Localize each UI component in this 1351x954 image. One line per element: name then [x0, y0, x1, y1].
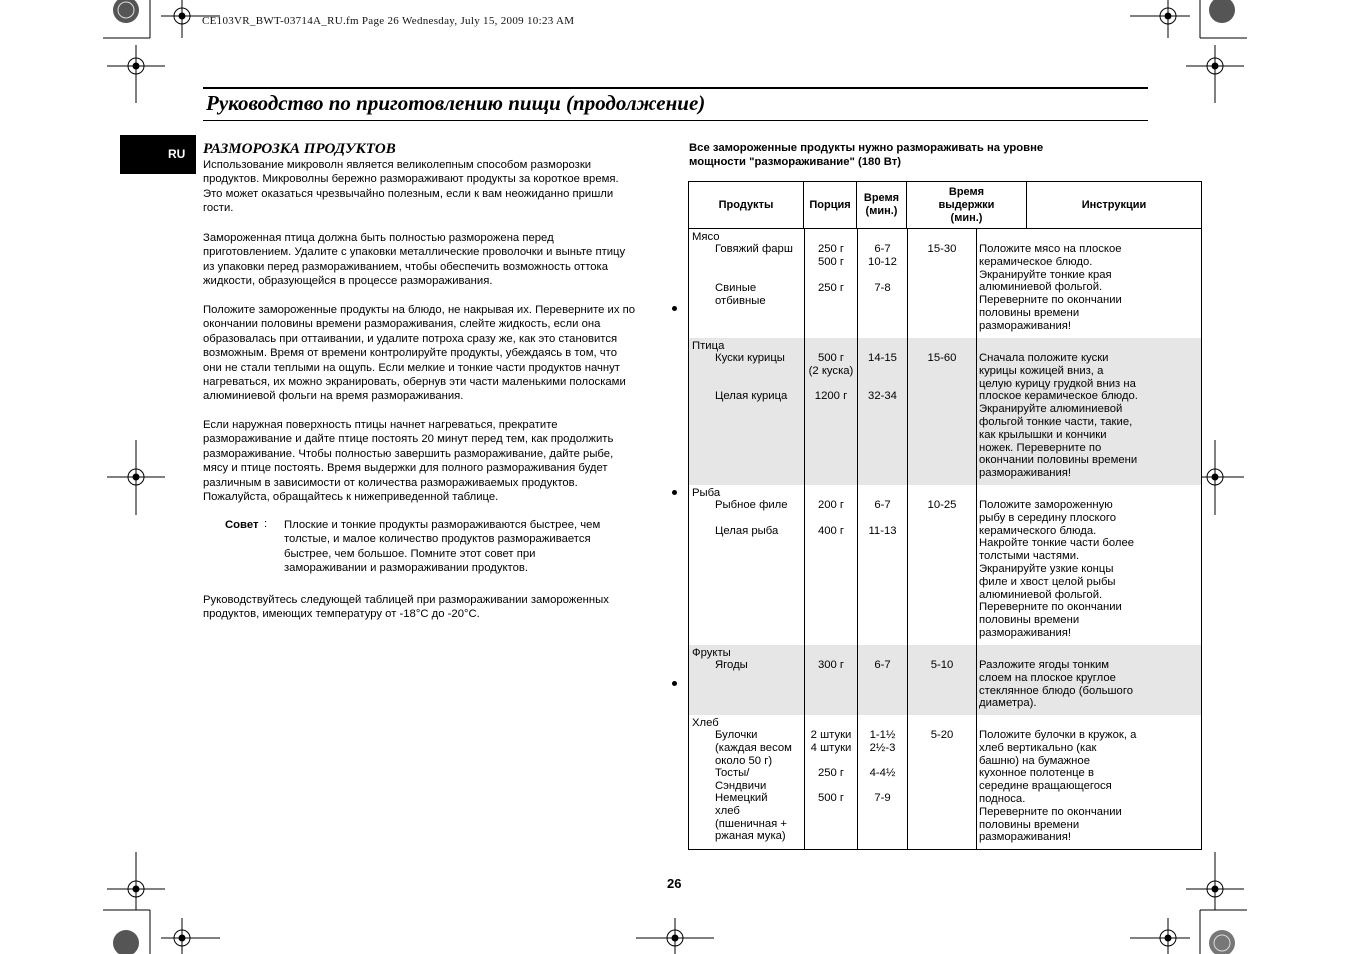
instructions: Положите мясо на плоское керамическое блюдо. Экранируйте тонкие края алюминиевой фольгой. Переверните по окончании половины времени размораживания! — [979, 243, 1122, 332]
paragraph-closing: Руководствуйтесь следующей таблицей при размораживании замороженных продуктов, имеющих температуру от -18°C до -20°C. — [203, 594, 609, 621]
product-name: Булочки (каждая весом около 50 г) — [715, 729, 792, 767]
section-title: РАЗМОРОЗКА ПРОДУКТОВ — [203, 141, 396, 157]
standing-time: 15-30 — [927, 243, 957, 255]
product-name: Целая рыба — [715, 525, 779, 537]
header-product: Продукты — [689, 182, 804, 229]
table-header-row — [689, 182, 1202, 229]
tip-text: Плоские и тонкие продукты размораживаются быстрее, чем толстые, и малое количество продуктов размораживается быстрее, чем большое. Помните этот совет при замораживании и размораживании продуктов. — [284, 519, 601, 575]
product-name: Ягоды — [715, 659, 748, 671]
product-name: Рыбное филе — [715, 499, 788, 511]
time: 11-13 — [868, 525, 897, 537]
portion: 500 г (2 куска) — [808, 352, 854, 377]
bullet-dot — [672, 490, 677, 495]
title-rule-bottom — [203, 120, 1148, 121]
product-name: Свиные отбивные — [715, 282, 766, 307]
time: 7-8 — [874, 282, 891, 294]
paragraph-poultry: Замороженная птица должна быть полностью разморожена перед приготовлением. Удалите с упаковки металлические проволочки и выньте птицу из упаковки перед размораживанием, чтобы обеспечить возможность оттока жидкости, образующейся в процессе размораживания. — [203, 232, 626, 288]
title-rule-top — [203, 87, 1148, 89]
page-number: 26 — [667, 876, 682, 891]
table-row — [689, 645, 1202, 715]
table-row — [689, 485, 1202, 645]
bullet-dot — [672, 681, 677, 686]
header-instructions: Инструкции — [1027, 182, 1202, 229]
page-title: Руководство по приготовлению пищи (продолжение) — [206, 91, 706, 115]
time: 1-1½ 2½-3 — [869, 729, 896, 754]
tip-label: Совет — [225, 519, 259, 531]
time: 4-4½ — [869, 767, 896, 779]
product-name: Целая курица — [715, 390, 788, 402]
standing-time: 15-60 — [927, 352, 957, 364]
category-label: Хлеб — [692, 717, 719, 729]
tip-colon: : — [264, 518, 268, 530]
time: 6-7 — [874, 499, 891, 511]
product-name: Тосты/ Сэндвичи — [715, 767, 767, 792]
table-row — [689, 338, 1202, 485]
portion: 250 г 500 г — [817, 243, 845, 268]
paragraph-placing: Положите замороженные продукты на блюдо, не накрывая их. Переверните их по окончании половины времени размораживания, слейте жидкость, если она образовалась при оттаивании, и удалите потроха сразу же, как это становится возможным. Время от времени контролируйте продукты, убеждаясь в том, что они не стали теплыми на ощупь. Если мелкие и тонкие части продуктов начнут нагреваться, их можно экранировать, обернув эти части маленькими полосками алюминиевой фольги на время размораживания. — [203, 304, 636, 403]
category-label: Фрукты — [692, 647, 731, 659]
time: 32-34 — [868, 390, 897, 402]
portion: 500 г — [817, 792, 845, 804]
time: 6-7 — [874, 659, 891, 671]
portion: 200 г — [817, 499, 845, 511]
standing-time: 5-20 — [930, 729, 954, 741]
instructions: Положите замороженную рыбу в середину плоского керамического блюда. Накройте тонкие части более толстыми частями. Экранируйте узкие концы филе и хвост целой рыбы алюминиевой фольгой. Переверните по окончании половины времени размораживания! — [979, 499, 1135, 639]
instructions: Положите булочки в кружок, а хлеб вертикально (как башню) на бумажное кухонное полотенце в середине вращающегося подноса. Переверните по окончании половины времени размораживания! — [979, 729, 1137, 844]
header-portion: Порция — [804, 182, 857, 229]
product-name: Куски курицы — [715, 352, 785, 364]
paragraph-intro: Использование микроволн является великолепным способом разморозки продуктов. Микроволны бережно размораживают продукты за короткое время. Это может оказаться чрезвычайно полезным, если к вам неожиданно пришли гости. — [203, 159, 619, 215]
standing-time: 5-10 — [930, 659, 954, 671]
category-label: Птица — [692, 340, 725, 352]
time: 6-7 10-12 — [868, 243, 897, 268]
defrost-table — [688, 181, 1202, 850]
category-label: Рыба — [692, 487, 721, 499]
header-time: Время (мин.) — [857, 182, 907, 229]
portion: 400 г — [817, 525, 845, 537]
portion: 250 г — [817, 767, 845, 779]
portion: 2 штуки 4 штуки — [810, 729, 852, 754]
portion: 1200 г — [814, 390, 848, 402]
instructions: Разложите ягоды тонким слоем на плоское круглое стеклянное блюдо (большого диаметра). — [979, 659, 1133, 710]
portion: 300 г — [817, 659, 845, 671]
language-tab: RU — [120, 135, 196, 174]
product-name: Немецкий хлеб (пшеничная + ржаная мука) — [715, 792, 788, 843]
file-header: CE103VR_BWT-03714A_RU.fm Page 26 Wednesday, July 15, 2009 10:23 AM — [202, 15, 575, 27]
category-label: Мясо — [692, 231, 720, 243]
table-intro: Все замороженные продукты нужно размораживать на уровне мощности "размораживание" (180 Вт) — [689, 142, 1044, 168]
instructions: Сначала положите куски курицы кожицей вниз, а целую курицу грудкой вниз на плоское керамическое блюдо. Экранируйте алюминиевой фольгой тонкие части, такие, как крылышки и кончики ножек. Переверните по окончании половины времени размораживания! — [979, 352, 1138, 480]
time: 7-9 — [874, 792, 891, 804]
table-row — [689, 715, 1202, 850]
time: 14-15 — [868, 352, 897, 364]
standing-time: 10-25 — [927, 499, 957, 511]
bullet-dot — [672, 306, 677, 311]
table-row — [689, 229, 1202, 339]
portion: 250 г — [817, 282, 845, 294]
paragraph-overheat: Если наружная поверхность птицы начнет нагреваться, прекратите размораживание и дайте птице постоять 20 минут перед тем, как продолжить размораживание. Чтобы полностью завершить размораживание, дайте рыбе, мясу и птице постоять. Время выдержки для полного размораживания будет различным в зависимости от количества размораживаемых продуктов. Пожалуйста, обращайтесь к нижеприведенной таблице. — [203, 419, 614, 504]
product-name: Говяжий фарш — [715, 243, 793, 255]
header-standing: Время выдержки (мин.) — [907, 182, 1027, 229]
